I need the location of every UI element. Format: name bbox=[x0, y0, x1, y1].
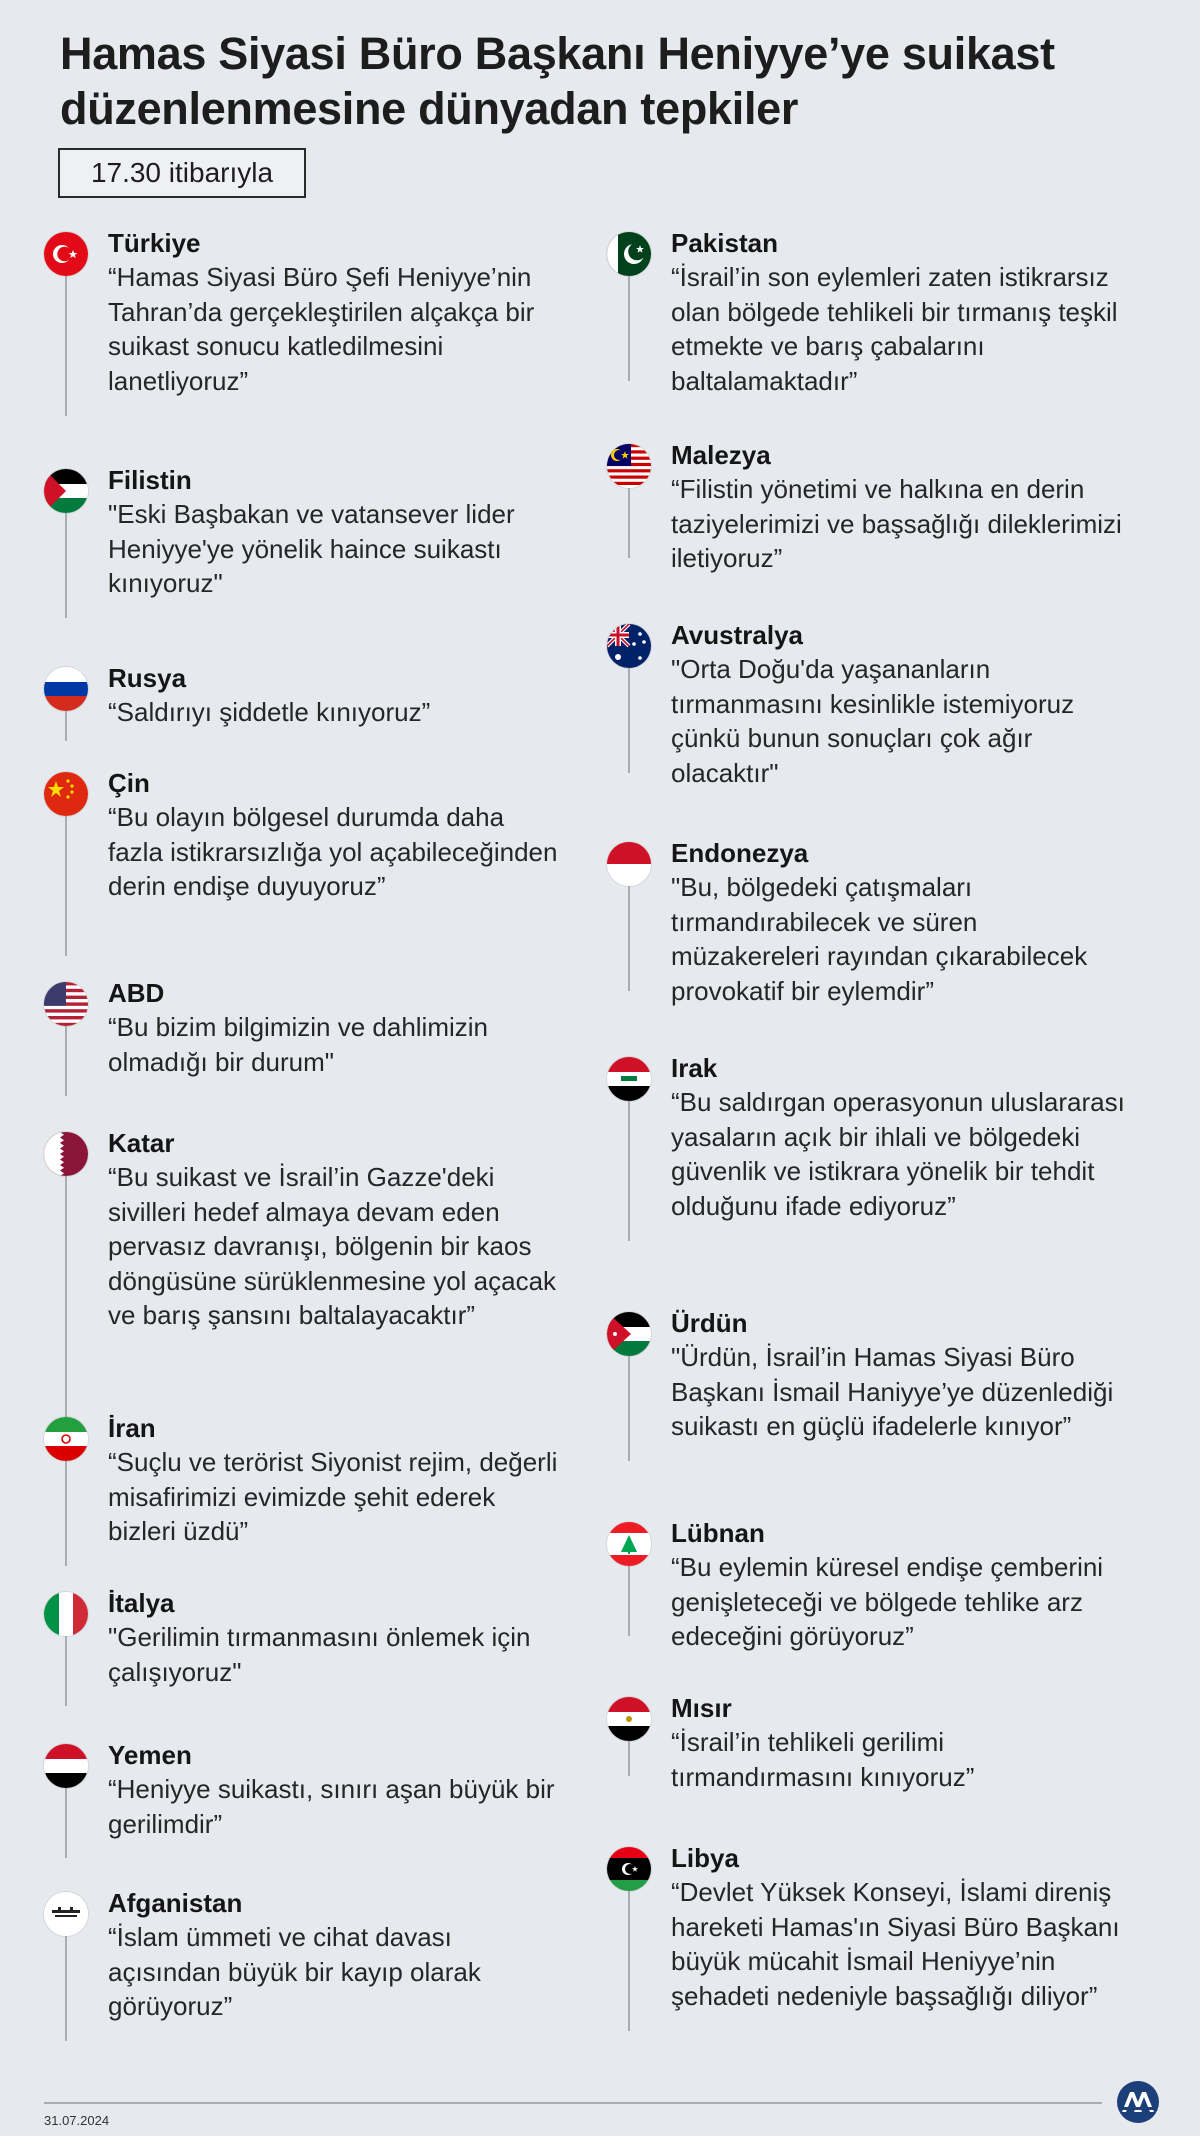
country-entry-1 bbox=[607, 226, 1127, 398]
country-entry-7 bbox=[44, 1411, 564, 1549]
country-quote: “Filistin yönetimi ve halkına en derin taziyelerimizi ve başsağlığı dileklerimizi iletiyoruz” bbox=[671, 474, 1122, 573]
timeline-line bbox=[628, 276, 630, 381]
country-name: Katar bbox=[108, 1128, 175, 1158]
country-quote: “İslam ümmeti ve cihat davası açısından büyük bir kayıp olarak görüyoruz” bbox=[108, 1922, 481, 2021]
country-entry-4 bbox=[607, 836, 1127, 1008]
country-entry-2 bbox=[607, 438, 1127, 576]
country-entry-10 bbox=[44, 1886, 564, 2024]
country-entry-5 bbox=[607, 1051, 1127, 1223]
afghanistan-flag-icon bbox=[44, 1892, 88, 1936]
timeline-line bbox=[628, 1356, 630, 1461]
country-entry-8 bbox=[607, 1691, 1127, 1794]
country-quote: “Hamas Siyasi Büro Şefi Heniyye’nin Tahran’da gerçekleştirilen alçakça bir suikast sonucu katledilmesini lanetliyoruz” bbox=[108, 262, 535, 396]
turkey-flag-icon bbox=[44, 232, 88, 276]
country-entry-1 bbox=[44, 226, 564, 398]
timeline-line bbox=[628, 1566, 630, 1636]
timeline-line bbox=[65, 276, 67, 416]
timeline-line bbox=[628, 1741, 630, 1776]
timeline-line bbox=[628, 886, 630, 991]
country-entry-4 bbox=[44, 766, 564, 904]
russia-flag-icon bbox=[44, 667, 88, 711]
timeline-line bbox=[628, 1891, 630, 2031]
country-quote: "Bu, bölgedeki çatışmaları tırmandırabilecek ve süren müzakereleri rayından çıkarabilecek provokatif bir eylemdir” bbox=[671, 872, 1088, 1006]
country-name: Malezya bbox=[671, 440, 771, 470]
timeline-line bbox=[65, 1636, 67, 1706]
timeline-line bbox=[65, 1788, 67, 1858]
country-entry-6 bbox=[44, 1126, 564, 1333]
timeline-line bbox=[65, 711, 67, 741]
china-flag-icon bbox=[44, 772, 88, 816]
country-entry-2 bbox=[44, 463, 564, 601]
country-entry-9 bbox=[44, 1738, 564, 1841]
country-entry-8 bbox=[44, 1586, 564, 1689]
country-quote: “Heniyye suikastı, sınırı aşan büyük bir gerilimdir” bbox=[108, 1774, 555, 1839]
country-entry-5 bbox=[44, 976, 564, 1079]
country-name: İtalya bbox=[108, 1588, 175, 1618]
pakistan-flag-icon bbox=[607, 232, 651, 276]
libya-flag-icon bbox=[607, 1847, 651, 1891]
country-name: Rusya bbox=[108, 663, 187, 693]
country-entry-3 bbox=[607, 618, 1127, 790]
timeline-line bbox=[65, 1176, 67, 1421]
iraq-flag-icon bbox=[607, 1057, 651, 1101]
palestine-flag-icon bbox=[44, 469, 88, 513]
country-name: Pakistan bbox=[671, 228, 778, 258]
footer-divider bbox=[44, 2102, 1102, 2104]
country-quote: “İsrail’in son eylemleri zaten istikrarsız olan bölgede tehlikeli bir tırmanış teşkil etmekte ve barış çabalarını baltalamaktadır” bbox=[671, 262, 1118, 396]
iran-flag-icon bbox=[44, 1417, 88, 1461]
country-quote: “Saldırıyı şiddetle kınıyoruz” bbox=[108, 697, 431, 727]
indonesia-flag-icon bbox=[607, 842, 651, 886]
jordan-flag-icon bbox=[607, 1312, 651, 1356]
country-name: Yemen bbox=[108, 1740, 192, 1770]
country-name: Afganistan bbox=[108, 1888, 243, 1918]
country-name: Irak bbox=[671, 1053, 718, 1083]
timeline-line bbox=[65, 1936, 67, 2041]
timeline-line bbox=[65, 816, 67, 956]
timeline-line bbox=[65, 1461, 67, 1566]
country-name: Ürdün bbox=[671, 1308, 748, 1338]
timeline-line bbox=[628, 488, 630, 558]
country-quote: “Devlet Yüksek Konseyi, İslami direniş hareketi Hamas'ın Siyasi Büro Başkanı büyük mücahit İsmail Heniyye’nin şehadeti nedeniyle başsağlığı diliyor” bbox=[671, 1877, 1120, 2011]
usa-flag-icon bbox=[44, 982, 88, 1026]
time-badge: 17.30 itibarıyla bbox=[58, 148, 306, 198]
country-quote: "Orta Doğu'da yaşananların tırmanmasını kesinlikle istemiyoruz çünkü bunun sonuçları çok ağır olacaktır" bbox=[671, 654, 1075, 788]
australia-flag-icon bbox=[607, 624, 651, 668]
country-name: ABD bbox=[108, 978, 165, 1008]
country-entry-9 bbox=[607, 1841, 1127, 2013]
italy-flag-icon bbox=[44, 1592, 88, 1636]
country-quote: “İsrail’in tehlikeli gerilimi tırmandırmasını kınıyoruz” bbox=[671, 1727, 975, 1792]
country-name: Türkiye bbox=[108, 228, 201, 258]
country-name: İran bbox=[108, 1413, 156, 1443]
page-title: Hamas Siyasi Büro Başkanı Heniyye’ye suikast düzenlenmesine dünyadan tepkiler bbox=[60, 28, 1055, 134]
country-name: Endonezya bbox=[671, 838, 809, 868]
country-name: Çin bbox=[108, 768, 150, 798]
country-quote: "Ürdün, İsrail’in Hamas Siyasi Büro Başkanı İsmail Haniyye’ye düzenlediği suikastı en güçlü ifadelerle kınıyor” bbox=[671, 1342, 1114, 1441]
lebanon-flag-icon bbox=[607, 1522, 651, 1566]
country-quote: "Eski Başbakan ve vatansever lider Heniyye'ye yönelik haince suikastı kınıyoruz" bbox=[108, 499, 515, 598]
footer-date: 31.07.2024 bbox=[44, 2113, 110, 2128]
country-entry-6 bbox=[607, 1306, 1127, 1444]
country-name: Lübnan bbox=[671, 1518, 765, 1548]
country-quote: "Gerilimin tırmanmasını önlemek için çalışıyoruz" bbox=[108, 1622, 531, 1687]
yemen-flag-icon bbox=[44, 1744, 88, 1788]
country-entry-7 bbox=[607, 1516, 1127, 1654]
malaysia-flag-icon bbox=[607, 444, 651, 488]
timeline-line bbox=[628, 668, 630, 773]
timeline-line bbox=[65, 1026, 67, 1096]
country-quote: “Bu bizim bilgimizin ve dahlimizin olmadığı bir durum" bbox=[108, 1012, 489, 1077]
country-quote: “Bu saldırgan operasyonun uluslararası yasaların açık bir ihlali ve bölgedeki güvenlik ve istikrara yönelik bir tehdit olduğunu ifade ediyoruz” bbox=[671, 1087, 1125, 1221]
country-name: Filistin bbox=[108, 465, 192, 495]
timeline-line bbox=[628, 1101, 630, 1241]
country-name: Libya bbox=[671, 1843, 739, 1873]
country-quote: “Bu suikast ve İsrail’in Gazze'deki sivilleri hedef almaya devam eden pervasız davranışı, bölgenin bir kaos döngüsüne sürüklenmesine yol açacak ve barış şansını baltalayacaktır” bbox=[108, 1162, 557, 1330]
country-name: Avustralya bbox=[671, 620, 803, 650]
country-entry-3 bbox=[44, 661, 564, 730]
egypt-flag-icon bbox=[607, 1697, 651, 1741]
qatar-flag-icon bbox=[44, 1132, 88, 1176]
country-name: Mısır bbox=[671, 1693, 732, 1723]
country-quote: “Bu eylemin küresel endişe çemberini genişleteceği ve bölgede tehlike arz edeceğini görüyoruz” bbox=[671, 1552, 1104, 1651]
timeline-line bbox=[65, 513, 67, 618]
country-quote: “Bu olayın bölgesel durumda daha fazla istikrarsızlığa yol açabileceğinden derin endişe duyuyoruz” bbox=[108, 802, 558, 901]
aa-logo-icon bbox=[1116, 2080, 1160, 2124]
country-quote: “Suçlu ve terörist Siyonist rejim, değerli misafirimizi evimizde şehit ederek bizleri üzdü” bbox=[108, 1447, 558, 1546]
